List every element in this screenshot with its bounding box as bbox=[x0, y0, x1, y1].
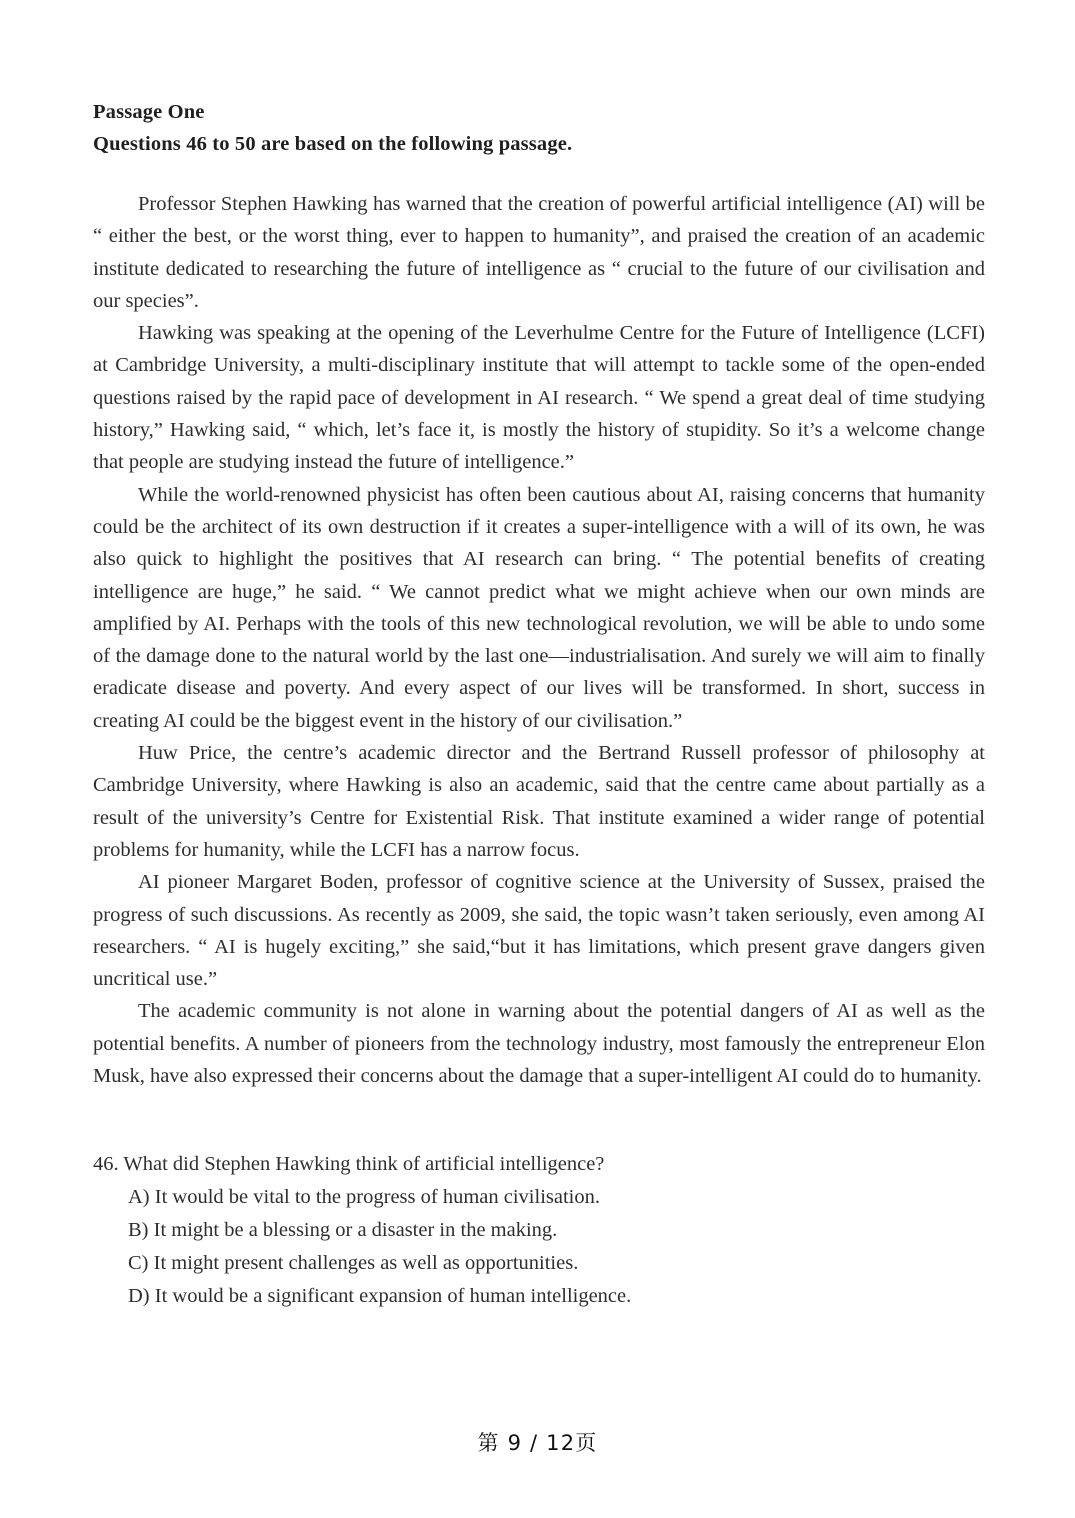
passage-body bbox=[93, 188, 985, 1092]
question-46-option-c[interactable]: C) It might present challenges as well as opportunities. bbox=[128, 1252, 579, 1275]
page-footer: 第 9 / 12页 bbox=[477, 1431, 598, 1455]
passage-label: Passage One bbox=[93, 101, 205, 123]
question-46-option-b[interactable]: B) It might be a blessing or a disaster in the making. bbox=[128, 1219, 558, 1242]
passage-paragraph: Professor Stephen Hawking has warned that the creation of powerful artificial intelligence (AI) will be “ either the best, or the worst thing, ever to happen to humanity”, and praised the creation of an academic institute dedicated to researching the future of intelligence as “ crucial to the future of our civilisation and our species”. bbox=[93, 193, 985, 312]
passage-paragraph: Huw Price, the centre’s academic director and the Bertrand Russell professor of philosophy at Cambridge University, where Hawking is also an academic, said that the centre came about partially as a result of the university’s Centre for Existential Risk. That institute examined a wider range of potential problems for humanity, while the LCFI has a narrow focus. bbox=[93, 742, 985, 861]
passage-instruction: Questions 46 to 50 are based on the following passage. bbox=[93, 133, 573, 155]
question-46-option-d[interactable]: D) It would be a significant expansion of human intelligence. bbox=[128, 1285, 632, 1308]
passage-paragraph: Hawking was speaking at the opening of the Leverhulme Centre for the Future of Intelligence (LCFI) at Cambridge University, a multi-disciplinary institute that will attempt to tackle some of the open-ended questions raised by the rapid pace of development in AI research. “ We spend a great deal of time studying history,” Hawking said, “ which, let’s face it, is mostly the history of stupidity. So it’s a welcome change that people are studying instead the future of intelligence.” bbox=[93, 322, 985, 474]
question-block bbox=[93, 1148, 985, 1313]
question-46-option-a[interactable]: A) It would be vital to the progress of human civilisation. bbox=[128, 1186, 600, 1209]
passage-paragraph: The academic community is not alone in warning about the potential dangers of AI as well as the potential benefits. A number of pioneers from the technology industry, most famously the entrepreneur Elon Musk, have also expressed their concerns about the damage that a super-intelligent AI could do to humanity. bbox=[93, 1000, 985, 1088]
passage-paragraph: AI pioneer Margaret Boden, professor of cognitive science at the University of Sussex, praised the progress of such discussions. As recently as 2009, she said, the topic wasn’t taken seriously, even among AI researchers. “ AI is hugely exciting,” she said,“but it has limitations, which present grave dangers given uncritical use.” bbox=[93, 871, 985, 991]
document-content bbox=[93, 96, 985, 1313]
passage-paragraph: While the world-renowned physicist has often been cautious about AI, raising concerns that humanity could be the architect of its own destruction if it creates a super-intelligence with a will of its own, he was also quick to highlight the positives that AI research can bring. “ The potential benefits of creating intelligence are huge,” he said. “ We cannot predict what we might achieve when our own minds are amplified by AI. Perhaps with the tools of this new technological revolution, we will be able to undo some of the damage done to the natural world by the last one—industrialisation. And surely we will aim to finally eradicate disease and poverty. And every aspect of our lives will be transformed. In short, success in creating AI could be the biggest event in the history of our civilisation.” bbox=[93, 483, 985, 732]
question-stem-46: 46. What did Stephen Hawking think of artificial intelligence? bbox=[93, 1153, 605, 1176]
